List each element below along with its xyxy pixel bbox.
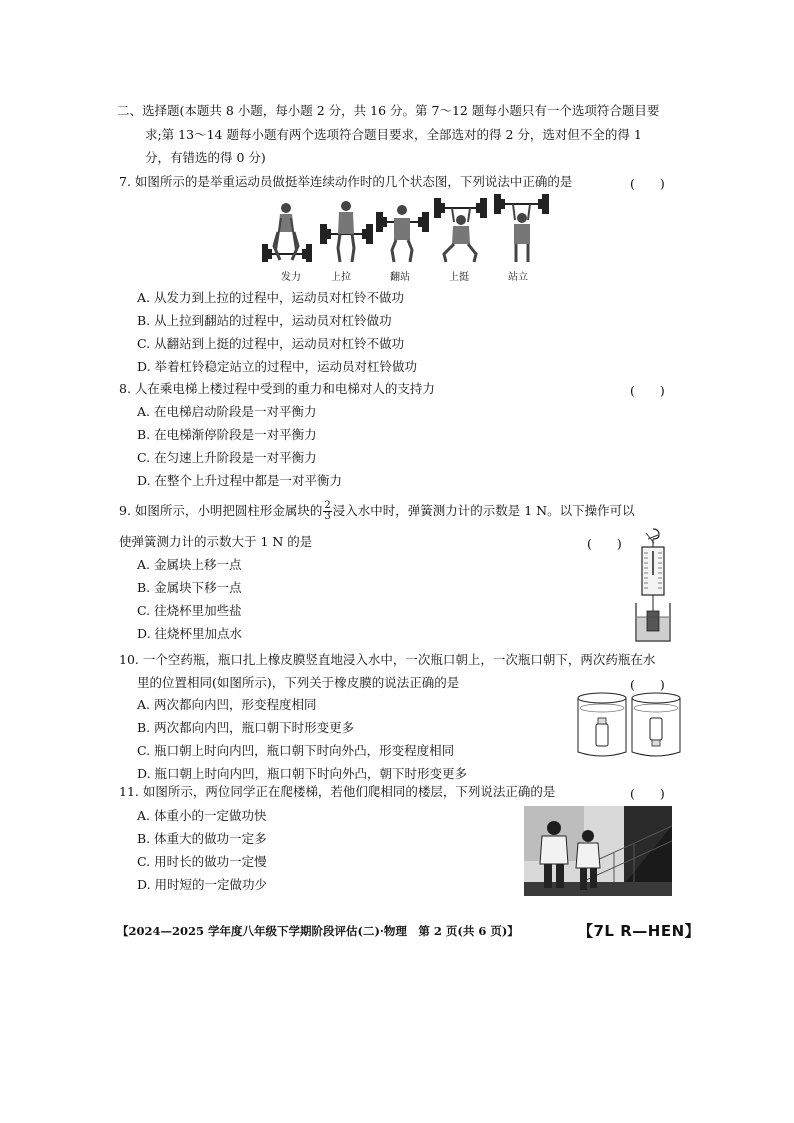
section-heading-line-3: 分，有错选的得 0 分) [145, 150, 266, 165]
q9-option-b: B. 金属块下移一点 [137, 580, 242, 595]
beaker-bottle-down [632, 693, 680, 756]
lifter-stage-5 [494, 194, 549, 262]
q9-stem-pre: 9. 如图所示，小明把圆柱形金属块的 [119, 503, 323, 518]
two-beakers-figure [574, 690, 684, 760]
q9-option-d: D. 往烧杯里加点水 [137, 626, 243, 641]
q8-option-c: C. 在匀速上升阶段是一对平衡力 [137, 450, 317, 465]
section-heading-line-2: 求;第 13～14 题每小题有两个选项符合题目要求，全部选对的得 2 分，选对但不全的得 1 [145, 127, 642, 142]
q9-answer-paren: ( ) [587, 536, 622, 551]
q8-option-a: A. 在电梯启动阶段是一对平衡力 [137, 404, 317, 419]
q7-option-d: D. 举着杠铃稳定站立的过程中，运动员对杠铃做功 [137, 359, 418, 374]
q9-fraction-numerator: 2 [324, 500, 331, 511]
q10-stem-line-2: 里的位置相同(如图所示)，下列关于橡皮膜的说法正确的是 [137, 675, 460, 690]
q9-fraction-denominator: 3 [324, 511, 331, 522]
stair-climbing-photo [524, 806, 672, 896]
q7-option-b: B. 从上拉到翻站的过程中，运动员对杠铃做功 [137, 313, 392, 328]
q7-option-c: C. 从翻站到上挺的过程中，运动员对杠铃不做功 [137, 336, 405, 351]
lifter-stage-1 [262, 203, 312, 262]
paper-code: 【7L R—HEN】 [578, 922, 701, 940]
q9-stem-line-2: 使弹簧测力计的示数大于 1 N 的是 [119, 534, 313, 549]
q11-option-d: D. 用时短的一定做功少 [137, 877, 268, 892]
q7-caption-5: 站立 [508, 272, 528, 283]
page-footer-info: 【2024—2025 学年度八年级下学期阶段评估(二)·物理 第 2 页(共 6 页)】 [117, 924, 519, 938]
q8-answer-paren: ( ) [630, 383, 665, 398]
lifter-stage-3 [376, 205, 429, 262]
q9-fraction [323, 501, 331, 522]
lifter-stage-2 [320, 201, 373, 262]
q10-option-c: C. 瓶口朝上时向内凹，瓶口朝下时向外凸，形变程度相同 [137, 743, 455, 758]
q7-caption-3: 翻站 [390, 272, 410, 283]
q7-option-a: A. 从发力到上拉的过程中，运动员对杠铃不做功 [137, 290, 404, 305]
spring-scale-beaker-figure [628, 527, 678, 645]
section-heading-line-1: 二、选择题(本题共 8 小题，每小题 2 分，共 16 分。第 7～12 题每小题只有一个选项符合题目要 [117, 103, 660, 118]
q10-option-b: B. 两次都向内凹，瓶口朝下时形变更多 [137, 720, 355, 735]
q7-caption-2: 上拉 [331, 272, 351, 283]
q10-option-d: D. 瓶口朝上时向内凹，瓶口朝下时向外凸，朝下时形变更多 [137, 766, 468, 781]
q10-answer-paren: ( ) [630, 677, 665, 692]
q9-option-c: C. 往烧杯里加些盐 [137, 603, 242, 618]
q10-stem-line-1: 10. 一个空药瓶，瓶口扎上橡皮膜竖直地浸入水中，一次瓶口朝上，一次瓶口朝下，两次药瓶在水 [119, 652, 656, 667]
q10-option-a: A. 两次都向内凹，形变程度相同 [137, 697, 317, 712]
q7-answer-paren: ( ) [630, 176, 665, 191]
q7-caption-1: 发力 [281, 272, 301, 283]
q11-answer-paren: ( ) [630, 786, 665, 801]
q11-option-b: B. 体重大的做功一定多 [137, 831, 267, 846]
q7-stem: 7. 如图所示的是举重运动员做挺举连续动作时的几个状态图，下列说法中正确的是 [119, 174, 573, 189]
weightlifting-figure [258, 194, 558, 264]
lifter-stage-4 [434, 198, 487, 262]
q8-stem: 8. 人在乘电梯上楼过程中受到的重力和电梯对人的支持力 [119, 381, 435, 396]
q9-stem-line-1 [119, 501, 635, 522]
q8-option-d: D. 在整个上升过程中都是一对平衡力 [137, 473, 343, 488]
q8-option-b: B. 在电梯渐停阶段是一对平衡力 [137, 427, 317, 442]
q11-option-a: A. 体重小的一定做功快 [137, 808, 267, 823]
beaker-bottle-up [578, 693, 626, 756]
q9-option-a: A. 金属块上移一点 [137, 557, 242, 572]
q11-option-c: C. 用时长的做功一定慢 [137, 854, 267, 869]
q9-stem-post: 浸入水中时，弹簧测力计的示数是 1 N。以下操作可以 [332, 503, 635, 518]
q7-caption-4: 上挺 [449, 272, 469, 283]
q11-stem: 11. 如图所示，两位同学正在爬楼梯，若他们爬相同的楼层，下列说法正确的是 [119, 784, 556, 799]
